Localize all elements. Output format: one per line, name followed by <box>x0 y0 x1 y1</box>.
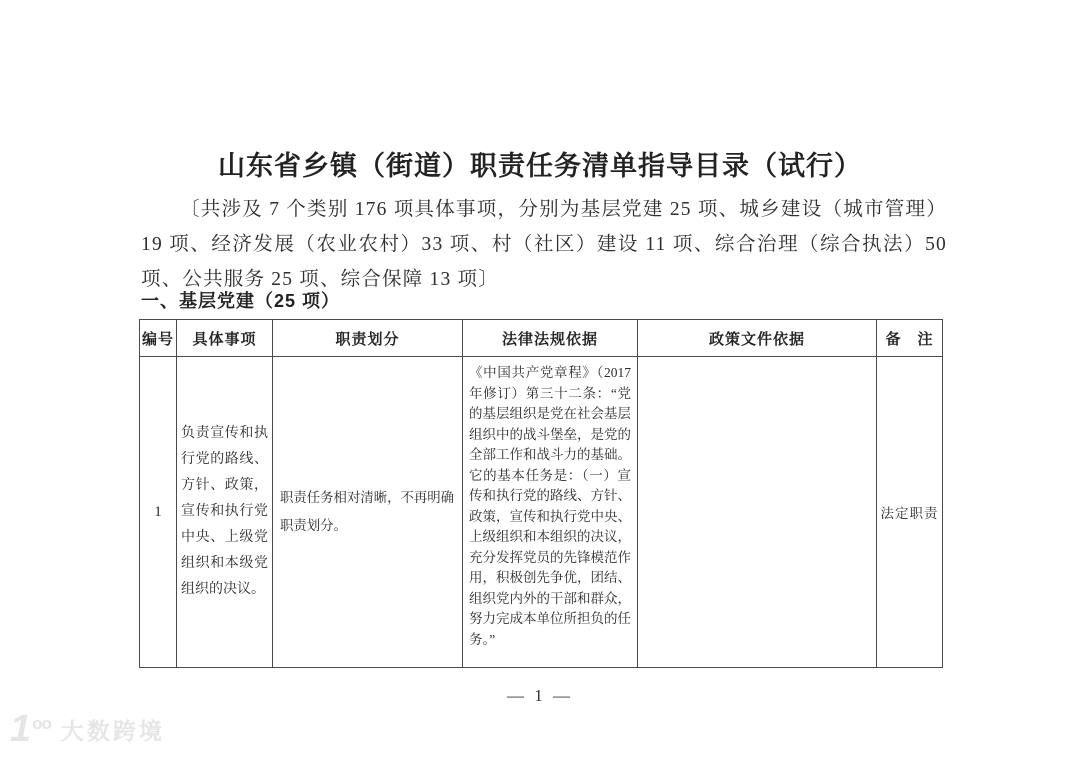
table-row <box>140 357 943 668</box>
page-number: — 1 — <box>507 686 573 705</box>
section-heading: 一、基层党建（25 项） <box>141 291 341 311</box>
col-header-item: 具体事项 <box>177 320 273 357</box>
cell-item-text: 负责宣传和执行党的路线、方针、政策，宣传和执行党中央、上级党组织和本级党组织的决议。 <box>181 426 268 597</box>
document-title: 山东省乡镇（街道）职责任务清单指导目录（试行） <box>218 151 862 181</box>
cell-legal-basis <box>463 357 638 668</box>
col-header-legal-basis: 法律法规依据 <box>463 320 638 357</box>
cell-remark: 法定职责 <box>877 357 943 668</box>
cell-division-text: 职责任务相对清晰，不再明确职责划分。 <box>280 490 455 533</box>
watermark <box>10 708 165 750</box>
col-header-number: 编号 <box>140 320 177 357</box>
col-header-remark: 备 注 <box>877 320 943 357</box>
duty-list-table <box>139 319 943 668</box>
document-intro: 〔共涉及 7 个类别 176 项具体事项，分别为基层党建 25 项、城乡建设（城市管理）19 项、经济发展（农业农村）33 项、村（社区）建设 11 项、综合治理（综合执法）50 项、公共服务 25 项、综合保障 13 项〕 <box>141 199 947 290</box>
watermark-text: 大数跨境 <box>60 718 165 744</box>
watermark-logo-sup-icon: oo <box>32 714 51 733</box>
col-header-policy-basis: 政策文件依据 <box>638 320 877 357</box>
cell-policy-basis <box>638 357 877 668</box>
watermark-logo-icon: 1 <box>10 708 32 750</box>
cell-number: 1 <box>140 357 177 668</box>
col-header-division: 职责划分 <box>273 320 463 357</box>
table-header-row <box>140 320 943 357</box>
cell-item <box>177 357 273 668</box>
cell-legal-basis-text: 《中国共产党章程》（2017年修订）第三十二条：“党的基层组织是党在社会基层组织中的战斗堡垒，是党的全部工作和战斗力的基础。它的基本任务是：（一）宣传和执行党的路线、方针、政策，宣传和执行党中央、上级组织和本组织的决议，充分发挥党员的先锋模范作用，积极创先争优，团结、组织党内外的干部和群众，努力完成本单位所担负的任务。” <box>469 365 631 647</box>
cell-division <box>273 357 463 668</box>
